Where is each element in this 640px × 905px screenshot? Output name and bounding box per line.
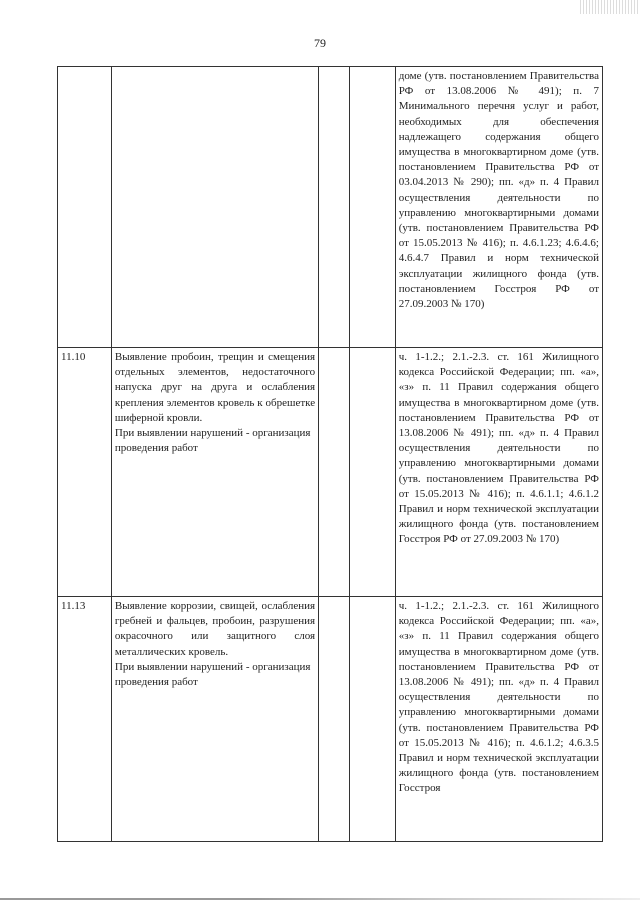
item-number-cell: 11.13: [58, 597, 112, 842]
scan-corner-mark: [580, 0, 640, 14]
empty-cell: [319, 348, 350, 597]
action-text: При выявлении нарушений - организация проведения работ: [114, 427, 311, 455]
item-number-cell: [58, 67, 112, 348]
empty-cell: [350, 348, 396, 597]
legal-basis-cell: доме (утв. постановлением Правительства РФ от 13.08.2006 № 491); п. 7 Минимального перечня услуг и работ, необходимых для обеспечения надлежащего содержания общего имущества в многоквартирном доме (утв. постановлением Правительства РФ от 03.04.2013 № 290); пп. «д» п. 4 Правил осуществления деятельности по управлению многоквартирными домами (утв. постановлением Правительства РФ от 15.05.2013 № 416); п. 4.6.1.23; 4.6.4.6; 4.6.4.7 Правил и норм технической эксплуатации жилищного фонда (утв. постановлением Госстроя РФ от 27.09.2003 № 170): [395, 67, 602, 348]
empty-cell: [350, 67, 396, 348]
description-cell: [111, 348, 318, 597]
description-cell: [111, 67, 318, 348]
description-text: Выявление пробоин, трещин и смещения отдельных элементов, недостаточного напуска друг на друга и ослабления крепления элементов кровель к обрешетке шиферной кровли.: [114, 351, 316, 424]
item-number-cell: 11.10: [58, 348, 112, 597]
legal-basis-cell: ч. 1-1.2.; 2.1.-2.3. ст. 161 Жилищного кодекса Российской Федерации; пп. «а», «з» п. 11 Правил содержания общего имущества в многоквартирном доме (утв. постановлением Правительства РФ от 13.08.2006 № 491); пп. «д» п. 4 Правил осуществления деятельности по управлению многоквартирными домами (утв. постановлением Правительства РФ от 15.05.2013 № 416); п. 4.6.1.1; 4.6.1.2 Правил и норм технической эксплуатации жилищного фонда (утв. постановлением Госстроя РФ от 27.09.2003 № 170): [395, 348, 602, 597]
description-cell: [111, 597, 318, 842]
table-row: [58, 348, 603, 597]
page-number: 79: [314, 36, 326, 50]
table-row: [58, 597, 603, 842]
requirements-table: [57, 66, 603, 842]
scan-bottom-edge: [0, 898, 640, 900]
legal-basis-cell: ч. 1-1.2.; 2.1.-2.3. ст. 161 Жилищного кодекса Российской Федерации; пп. «а», «з» п. 11 Правил содержания общего имущества в многоквартирном доме (утв. постановлением Правительства РФ от 13.08.2006 № 491); пп. «д» п. 4 Правил осуществления деятельности по управлению многоквартирными домами (утв. постановлением Правительства РФ от 15.05.2013 № 416); п. 4.6.1.2; 4.6.3.5 Правил и норм технической эксплуатации жилищного фонда (утв. постановлением Госстроя: [395, 597, 602, 842]
empty-cell: [350, 597, 396, 842]
empty-cell: [319, 597, 350, 842]
action-text: При выявлении нарушений - организация проведения работ: [114, 660, 311, 689]
description-text: Выявление коррозии, свищей, ослабления гребней и фальцев, пробоин, разрушения окрасочного или защитного слоя металлических кровель.: [114, 600, 316, 658]
empty-cell: [319, 67, 350, 348]
table-row: [58, 67, 603, 348]
